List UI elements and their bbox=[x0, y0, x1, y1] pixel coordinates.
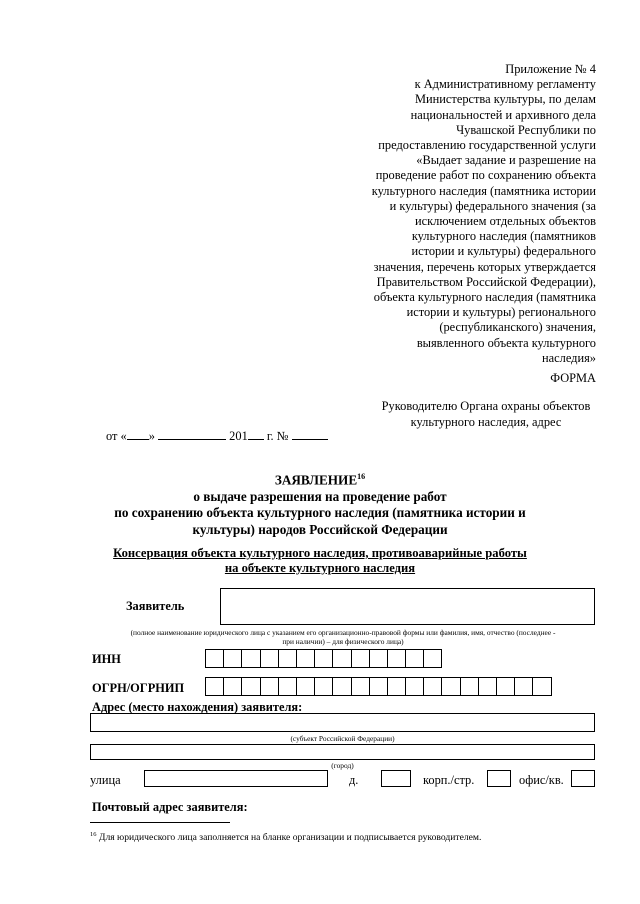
street-label: улица bbox=[90, 773, 121, 787]
digit-cell[interactable] bbox=[333, 678, 351, 695]
appendix-line: проведение работ по сохранению объекта bbox=[375, 168, 596, 183]
house-label: д. bbox=[349, 773, 359, 787]
recipient-line-2: культурного наследия, адрес bbox=[410, 415, 562, 429]
subject-hint: (субъект Российской Федерации) bbox=[290, 734, 395, 743]
work-type-subtitle bbox=[60, 546, 580, 576]
subtitle-line-2: на объекте культурного наследия bbox=[224, 561, 416, 575]
appendix-line: Правительством Российской Федерации), bbox=[376, 274, 596, 289]
document-title bbox=[60, 469, 580, 538]
digit-cell[interactable] bbox=[442, 678, 460, 695]
footnote-mark: 16 bbox=[90, 831, 97, 838]
title-heading: ЗАЯВЛЕНИЕ bbox=[274, 472, 358, 488]
title-line-2: по сохранению объекта культурного наследия (памятника истории и bbox=[114, 505, 526, 521]
applicant-hint: (полное наименование юридического лица с указанием его организационно-правовой формы или фамилия, имя, отчество (последнее - при наличии) – для физического лица) bbox=[130, 628, 556, 646]
digit-cell[interactable] bbox=[224, 678, 242, 695]
street-field[interactable] bbox=[144, 770, 328, 787]
digit-cell[interactable] bbox=[242, 678, 260, 695]
digit-cell[interactable] bbox=[224, 650, 242, 667]
title-footnote-mark: 16 bbox=[357, 472, 366, 481]
digit-cell[interactable] bbox=[370, 678, 388, 695]
digit-cell[interactable] bbox=[206, 678, 224, 695]
applicant-label: Заявитель bbox=[126, 599, 185, 613]
digit-cell[interactable] bbox=[279, 678, 297, 695]
appendix-line: истории и культуры) федерального bbox=[411, 244, 596, 259]
appendix-line: Министерства культуры, по делам bbox=[415, 92, 596, 107]
year-prefix: 201 bbox=[229, 429, 248, 443]
form-label: ФОРМА bbox=[550, 371, 596, 385]
appendix-line: «Выдает задание и разрешение на bbox=[416, 153, 596, 168]
appendix-line: национальностей и архивного дела bbox=[410, 107, 596, 122]
digit-cell[interactable] bbox=[333, 650, 351, 667]
appendix-line: (республиканского) значения, bbox=[439, 320, 596, 335]
ogrn-field[interactable] bbox=[205, 677, 552, 696]
subtitle-line-1: Консервация объекта культурного наследия, противоаварийные работы bbox=[113, 546, 527, 560]
footnote-divider bbox=[90, 822, 230, 823]
digit-cell[interactable] bbox=[297, 650, 315, 667]
appendix-line: культурного наследия (памятников bbox=[411, 229, 596, 244]
month-field[interactable] bbox=[158, 428, 226, 440]
appendix-line: культурного наследия (памятника истории bbox=[371, 183, 596, 198]
digit-cell[interactable] bbox=[479, 678, 497, 695]
building-label: корп./стр. bbox=[423, 773, 475, 787]
digit-cell[interactable] bbox=[424, 650, 442, 667]
title-line-3: культуры) народов Российской Федерации bbox=[192, 521, 448, 537]
digit-cell[interactable] bbox=[533, 678, 551, 695]
day-field[interactable] bbox=[127, 428, 149, 440]
city-field[interactable] bbox=[90, 744, 595, 760]
address-label: Адрес (место нахождения) заявителя: bbox=[92, 700, 303, 714]
digit-cell[interactable] bbox=[261, 650, 279, 667]
inn-field[interactable] bbox=[205, 649, 442, 668]
digit-cell[interactable] bbox=[206, 650, 224, 667]
digit-cell[interactable] bbox=[261, 678, 279, 695]
digit-cell[interactable] bbox=[515, 678, 533, 695]
digit-cell[interactable] bbox=[388, 678, 406, 695]
office-label: офис/кв. bbox=[519, 773, 564, 787]
year-field[interactable] bbox=[248, 428, 264, 440]
digit-cell[interactable] bbox=[352, 650, 370, 667]
digit-cell[interactable] bbox=[315, 650, 333, 667]
digit-cell[interactable] bbox=[497, 678, 515, 695]
digit-cell[interactable] bbox=[388, 650, 406, 667]
applicant-field[interactable] bbox=[220, 588, 595, 625]
number-label: г. № bbox=[266, 429, 289, 443]
house-field[interactable] bbox=[381, 770, 411, 787]
appendix-line: к Административному регламенту bbox=[414, 77, 596, 92]
digit-cell[interactable] bbox=[297, 678, 315, 695]
number-field[interactable] bbox=[292, 428, 328, 440]
date-close-quote: » bbox=[148, 429, 155, 443]
footnote bbox=[90, 831, 481, 843]
appendix-line: значения, перечень которых утверждается bbox=[373, 259, 596, 274]
appendix-line: истории и культуры) регионального bbox=[406, 305, 596, 320]
building-field[interactable] bbox=[487, 770, 511, 787]
appendix-line: наследия» bbox=[542, 350, 596, 365]
date-line bbox=[106, 428, 328, 444]
recipient-block bbox=[370, 398, 602, 430]
appendix-line: Чувашской Республики по bbox=[456, 122, 596, 137]
digit-cell[interactable] bbox=[315, 678, 333, 695]
footnote-text: Для юридического лица заполняется на бланке организации и подписывается руководителем. bbox=[96, 832, 482, 844]
city-hint: (город) bbox=[331, 761, 354, 770]
office-field[interactable] bbox=[571, 770, 595, 787]
appendix-line: Приложение № 4 bbox=[505, 62, 596, 76]
recipient-line-1: Руководителю Органа охраны объектов bbox=[381, 399, 591, 413]
appendix-line: объекта культурного наследия (памятника bbox=[373, 290, 596, 305]
title-line-1: о выдаче разрешения на проведение работ bbox=[193, 488, 447, 504]
ogrn-label: ОГРН/ОГРНИП bbox=[92, 681, 185, 695]
digit-cell[interactable] bbox=[406, 650, 424, 667]
digit-cell[interactable] bbox=[406, 678, 424, 695]
digit-cell[interactable] bbox=[424, 678, 442, 695]
digit-cell[interactable] bbox=[370, 650, 388, 667]
inn-label: ИНН bbox=[92, 652, 121, 666]
digit-cell[interactable] bbox=[279, 650, 297, 667]
digit-cell[interactable] bbox=[242, 650, 260, 667]
postal-address-label: Почтовый адрес заявителя: bbox=[92, 800, 248, 814]
appendix-block bbox=[326, 62, 596, 366]
date-from-label: от « bbox=[106, 429, 127, 443]
appendix-line: исключением отдельных объектов bbox=[415, 214, 596, 229]
appendix-line: предоставлению государственной услуги bbox=[378, 138, 596, 153]
appendix-line: и культуры) федерального значения (за bbox=[389, 198, 596, 213]
digit-cell[interactable] bbox=[461, 678, 479, 695]
digit-cell[interactable] bbox=[352, 678, 370, 695]
appendix-line: выявленного объекта культурного bbox=[416, 335, 596, 350]
subject-field[interactable] bbox=[90, 713, 595, 732]
